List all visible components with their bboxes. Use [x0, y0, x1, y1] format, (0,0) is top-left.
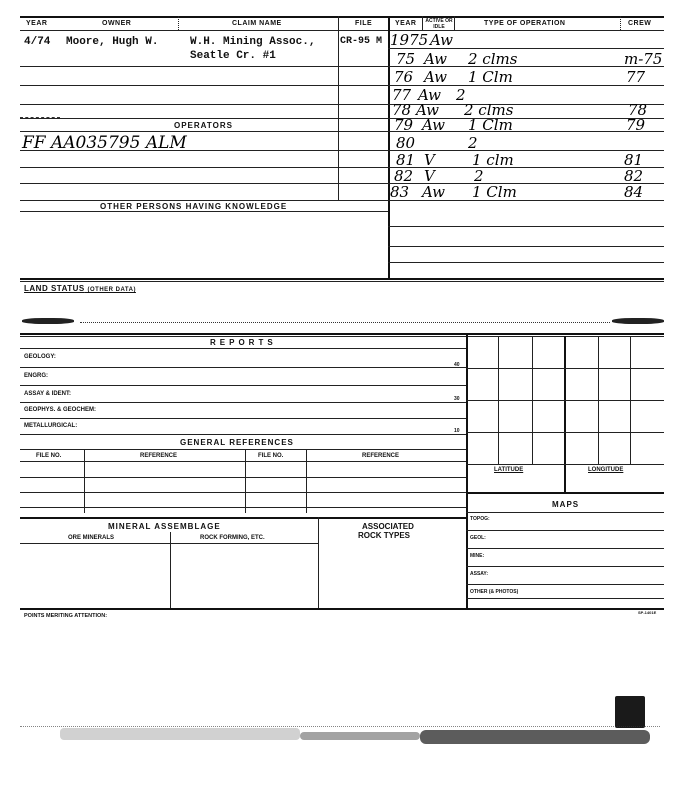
latitude-label: LATITUDE [494, 467, 524, 473]
operation-crew: m-75 [624, 50, 663, 68]
record-file: CR-95 M [340, 36, 383, 47]
header-file: FILE [355, 20, 373, 27]
report-num: 10 [454, 428, 460, 434]
header-active-idle: ACTIVE OR IDLE [425, 18, 453, 30]
land-status-label: LAND STATUS [24, 284, 85, 293]
header-crew: CREW [628, 20, 652, 27]
operation-year: 76 [394, 68, 414, 86]
operation-status: Aw [416, 101, 439, 119]
operation-crew: 78 [628, 101, 648, 119]
ref-col-file-no-1: FILE NO. [36, 453, 62, 459]
land-status-sub: (OTHER DATA) [87, 287, 136, 293]
operation-status: V [424, 167, 435, 185]
operation-status: Aw [424, 50, 447, 68]
scan-artifact [0, 690, 678, 770]
operation-type: 2 clms [468, 50, 518, 68]
maps-topog: TOPOG: [470, 516, 490, 522]
operators-entry: FF AA035795 ALM [22, 133, 187, 153]
report-label-assay: ASSAY & IDENT: [24, 391, 72, 397]
operation-year: 1975 [390, 31, 429, 49]
ore-minerals-label: ORE MINERALS [68, 535, 115, 541]
maps-mine: MINE: [470, 553, 485, 559]
rock-types-label: ROCK TYPES [358, 531, 411, 540]
report-label-engrg: ENGRG: [24, 373, 48, 379]
operation-year: 78 [392, 101, 412, 119]
land-status-title [24, 284, 136, 293]
operation-type: 2 [474, 167, 484, 185]
operation-status: Aw [422, 183, 445, 201]
operation-type: 1 clm [472, 151, 514, 169]
operation-year: 80 [396, 134, 416, 152]
maps-title: MAPS [552, 500, 580, 509]
operation-type: 2 clms [464, 101, 514, 119]
operation-type: 2 [468, 134, 478, 152]
report-num: 30 [454, 396, 460, 402]
mineral-assemblage-title: MINERAL ASSEMBLAGE [108, 522, 221, 531]
operation-status: Aw [422, 116, 445, 134]
operation-status: V [424, 151, 435, 169]
operation-crew: 82 [624, 167, 644, 185]
maps-other: OTHER (& PHOTOS) [470, 589, 519, 595]
record-year: 4/74 [24, 36, 51, 48]
operation-crew: 77 [626, 68, 646, 86]
header-type-of-operation: TYPE OF OPERATION [484, 20, 566, 27]
operation-year: 83 [390, 183, 410, 201]
operators-title: OPERATORS [174, 121, 233, 130]
operation-crew: 79 [626, 116, 646, 134]
operation-crew: 81 [624, 151, 644, 169]
report-label-geophys: GEOPHYS. & GEOCHEM: [24, 407, 97, 413]
operation-year: 75 [396, 50, 416, 68]
record-owner: Moore, Hugh W. [66, 36, 159, 48]
reports-title: REPORTS [210, 338, 277, 347]
header-year-2: YEAR [395, 20, 417, 27]
form-id: SP-1401E [638, 610, 657, 615]
operation-year: 79 [394, 116, 414, 134]
operation-type: 1 Clm [468, 116, 513, 134]
operation-type: 1 Clm [468, 68, 513, 86]
record-claim-line-1: W.H. Mining Assoc., [190, 36, 316, 48]
operation-year: 77 [392, 86, 412, 104]
ref-col-reference-2: REFERENCE [362, 453, 400, 459]
operation-crew: 84 [624, 183, 644, 201]
report-label-geology: GEOLOGY: [24, 354, 56, 360]
operation-type: 2 [456, 86, 466, 104]
associated-label: ASSOCIATED [362, 522, 414, 531]
operation-status: Aw [418, 86, 441, 104]
operation-status: Aw [430, 31, 453, 49]
points-meriting-attention-label: POINTS MERITING ATTENTION: [24, 613, 108, 619]
other-persons-title: OTHER PERSONS HAVING KNOWLEDGE [100, 202, 288, 211]
maps-assay: ASSAY: [470, 571, 489, 577]
operation-status: Aw [424, 68, 447, 86]
report-label-metallurgical: METALLURGICAL: [24, 423, 78, 429]
ref-col-reference-1: REFERENCE [140, 453, 178, 459]
maps-geol: GEOL: [470, 535, 486, 541]
record-claim-line-2: Seatle Cr. #1 [190, 50, 276, 62]
ref-col-file-no-2: FILE NO. [258, 453, 284, 459]
operation-type: 1 Clm [472, 183, 517, 201]
rock-forming-label: ROCK FORMING, ETC. [200, 535, 265, 541]
operation-year: 82 [394, 167, 414, 185]
operation-year: 81 [396, 151, 416, 169]
header-owner: OWNER [102, 20, 132, 27]
report-num: 40 [454, 362, 460, 368]
general-references-title: GENERAL REFERENCES [180, 438, 294, 447]
header-claim-name: CLAIM NAME [232, 20, 282, 27]
longitude-label: LONGITUDE [588, 467, 624, 473]
header-year: YEAR [26, 20, 48, 27]
